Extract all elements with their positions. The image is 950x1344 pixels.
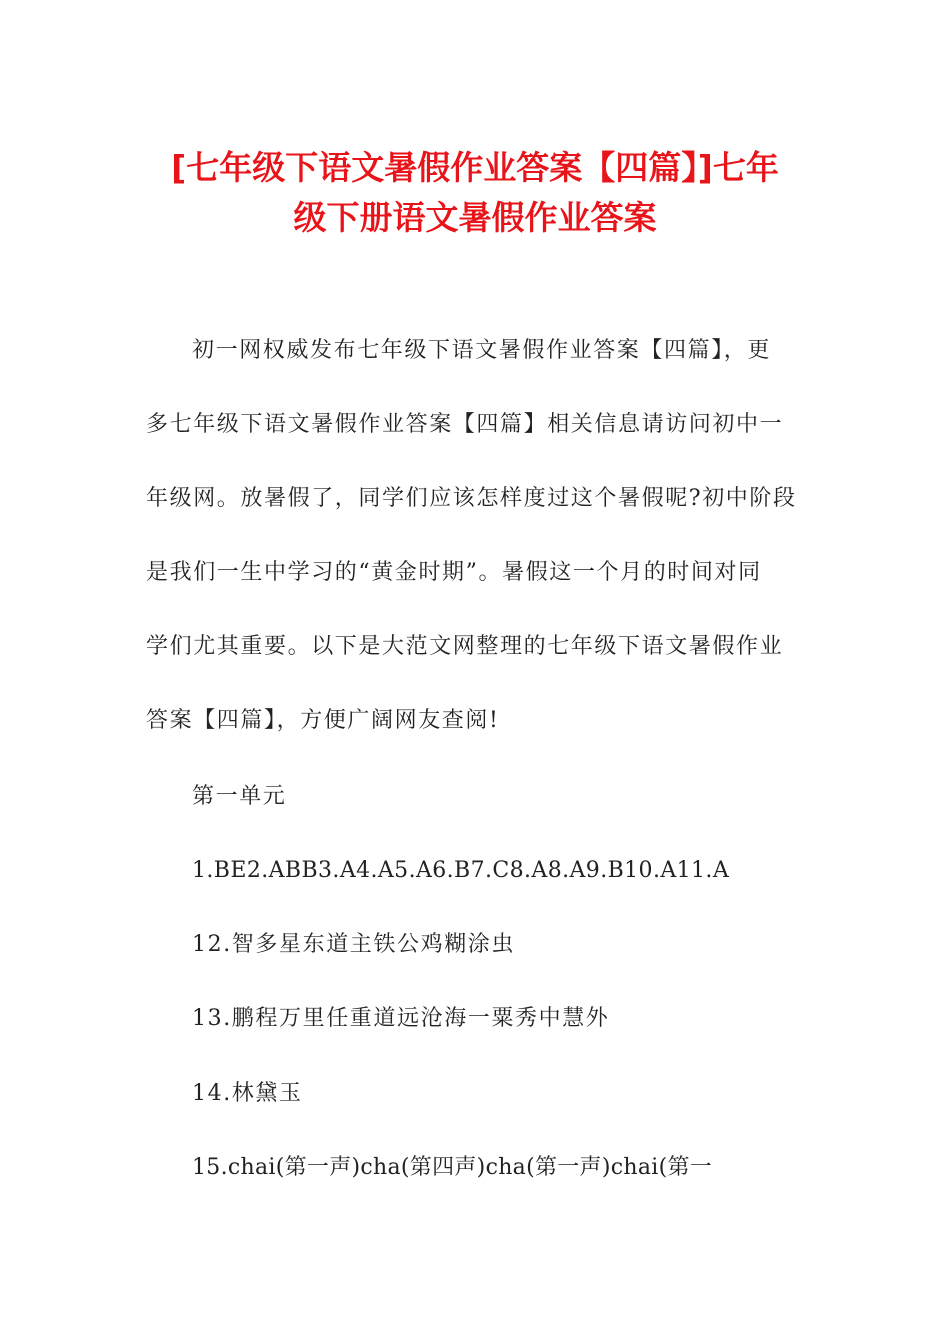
paragraph-line: 年级网。放暑假了，同学们应该怎样度过这个暑假呢?初中阶段 [146, 486, 797, 511]
answer-line: 1.BE2.ABB3.A4.A5.A6.B7.C8.A8.A9.B10.A11.A [192, 858, 730, 883]
unit-heading: 第一单元 [192, 784, 287, 809]
paragraph-line: 学们尤其重要。以下是大范文网整理的七年级下语文暑假作业 [146, 634, 784, 659]
paragraph-line: 是我们一生中学习的“黄金时期”。暑假这一个月的时间对同 [146, 560, 762, 585]
answer-line: 14.林黛玉 [192, 1081, 303, 1106]
answer-line: 12.智多星东道主铁公鸡糊涂虫 [192, 932, 515, 957]
answer-line: 15.chai(第一声)cha(第四声)cha(第一声)chai(第一 [192, 1155, 713, 1180]
paragraph-line: 答案【四篇】，方便广阔网友查阅! [146, 708, 500, 733]
title-line-2: 级下册语文暑假作业答案 [293, 198, 657, 237]
paragraph-line: 初一网权威发布七年级下语文暑假作业答案【四篇】，更 [192, 338, 772, 363]
title-line-1: [七年级下语文暑假作业答案【四篇】]七年 [171, 148, 779, 187]
answer-line: 13.鹏程万里任重道远沧海一粟秀中慧外 [192, 1006, 610, 1031]
document-title [140, 143, 810, 243]
paragraph-line: 多七年级下语文暑假作业答案【四篇】相关信息请访问初中一 [146, 412, 784, 437]
